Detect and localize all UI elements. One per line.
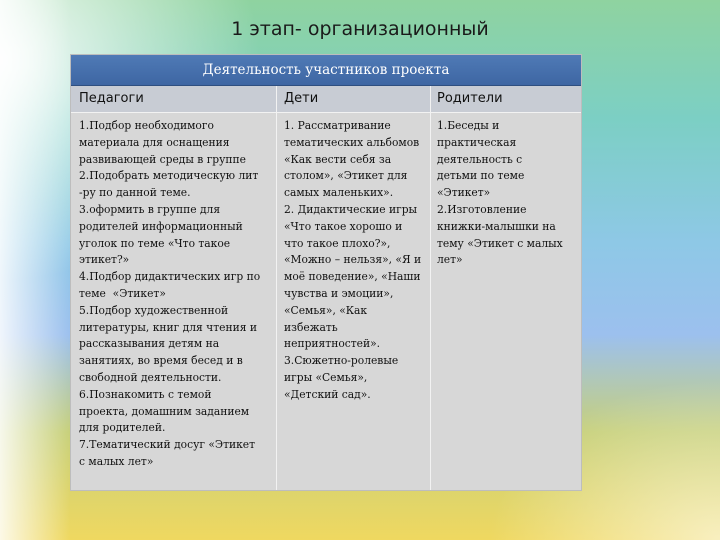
cell-parents: 1.Беседы и практическая деятельность с детьми по теме «Этикет» 2.Изготовление книжки-малышки на тему «Этикет с малых лет» (437, 119, 563, 267)
participants-table (70, 54, 582, 491)
column-header-row (71, 86, 581, 112)
slide-background-glow (0, 0, 70, 540)
column-divider (276, 86, 277, 490)
cell-children: 1. Рассматривание тематических альбомов «Как вести себя за столом», «Этикет для самых маленьких». 2. Дидактические игры «Что такое хорошо и что такое плохо?», «Можно – нельзя», «Я и моё поведение», «Наши чувства и эмоции», «Семья», «Как избежать неприятностей». 3.Сюжетно-ролевые игры «Семья», «Детский сад». (284, 119, 422, 401)
column-header-teachers: Педагоги (79, 91, 144, 106)
column-header-children: Дети (284, 91, 319, 106)
cell-teachers: 1.Подбор необходимого материала для оснащения развивающей среды в группе 2.Подобрать методическую лит -ру по данной теме. 3.оформить в группе для родителей информационный уголок по теме «Что такое этикет?» 4.Подбор дидактических игр по теме «Этикет» 5.Подбор художественной литературы, книг для чтения и рассказывания детям на занятиях, во время бесед и в свободной деятельности. 6.Познакомить с темой проекта, домашним заданием для родителей. 7.Тематический досуг «Этикет с малых лет» (79, 119, 261, 468)
column-header-parents: Родители (437, 91, 503, 106)
table-header: Деятельность участников проекта (71, 55, 581, 86)
column-divider (430, 86, 431, 490)
row-divider (71, 112, 581, 113)
slide-title: 1 этап- организационный (231, 18, 489, 40)
